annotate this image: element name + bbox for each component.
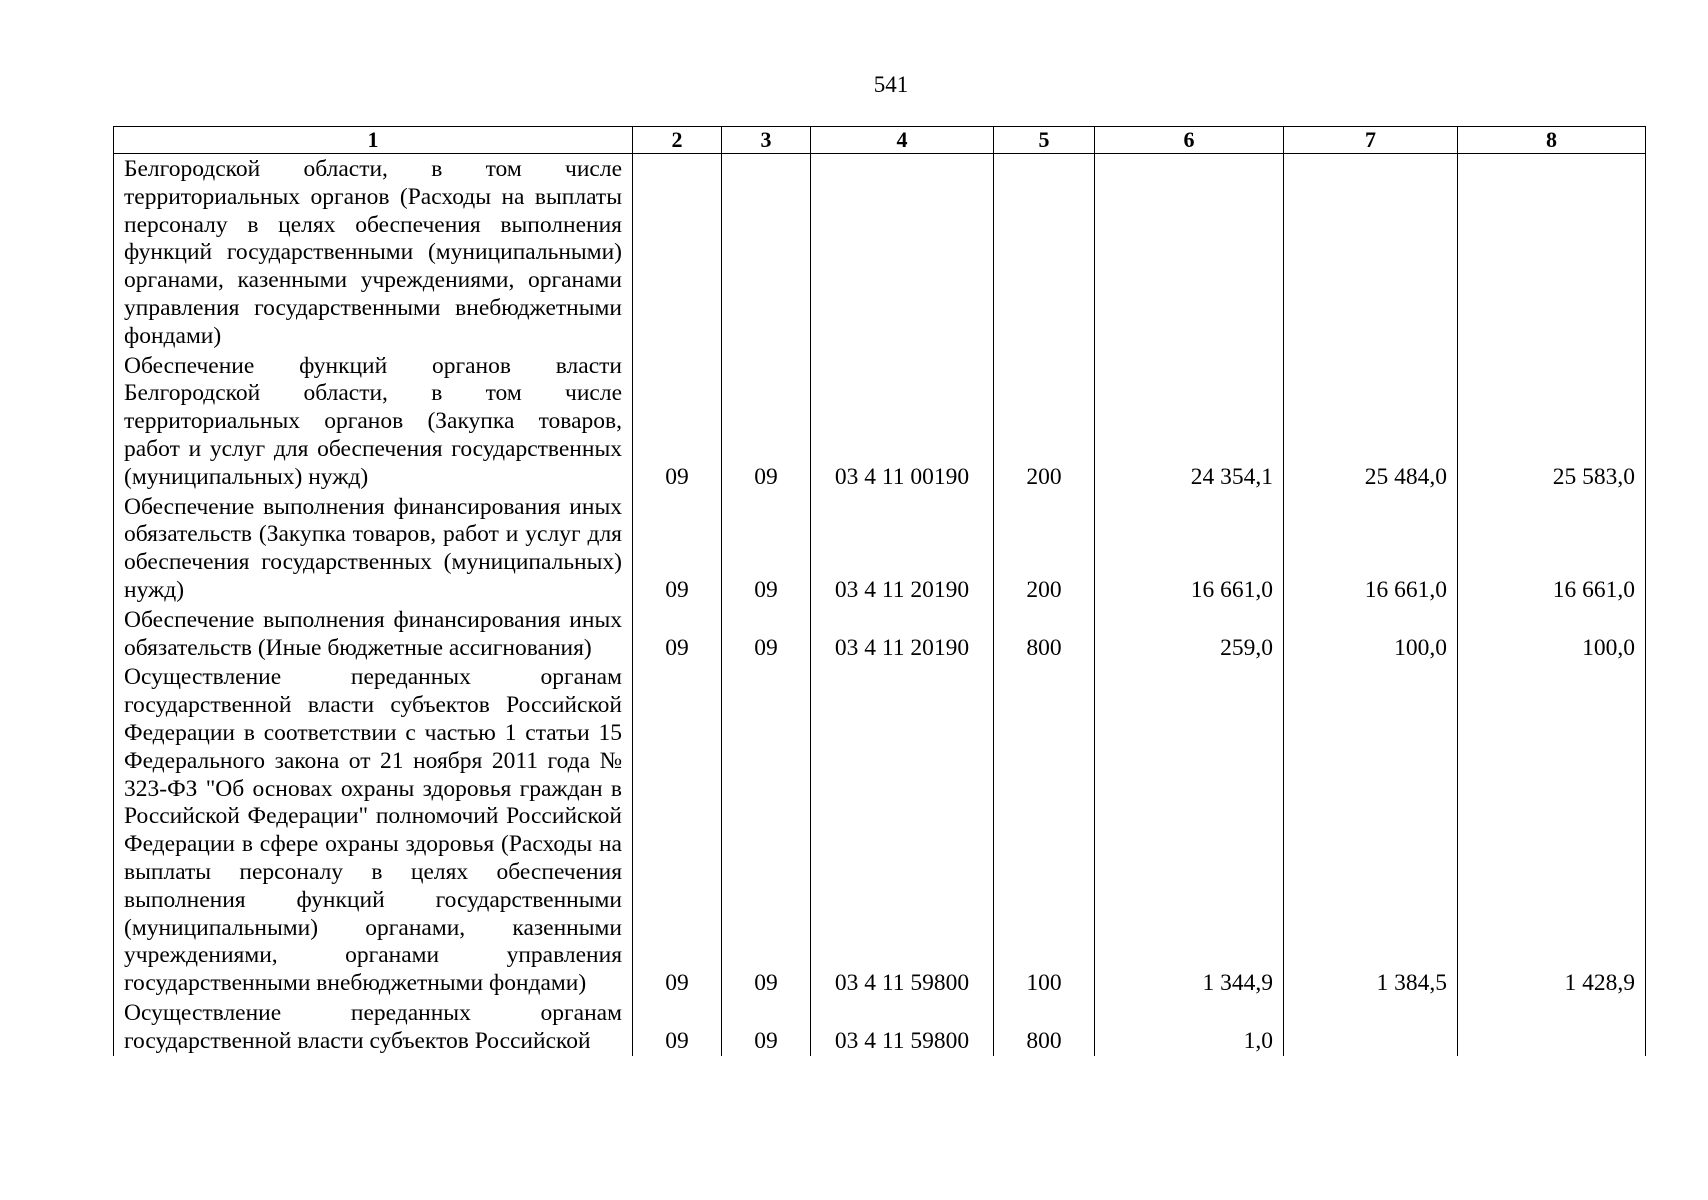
column-header-7: 7 <box>1284 127 1458 154</box>
cell-expense-type: 200 <box>994 492 1095 605</box>
cell-amount-6: 1,0 <box>1095 998 1284 1056</box>
cell-expense-type: 100 <box>994 662 1095 998</box>
column-header-6: 6 <box>1095 127 1284 154</box>
header-row <box>114 127 1646 154</box>
cell-amount-7: 1 384,5 <box>1284 662 1458 998</box>
cell-amount-7: 25 484,0 <box>1284 351 1458 492</box>
table-row <box>114 662 1646 998</box>
cell-target-article: 03 4 11 20190 <box>811 492 994 605</box>
row-description: Обеспечение выполнения финансирования иных обязательств (Закупка товаров, работ и услуг для обеспечения государственных (муниципальных) нужд) <box>114 492 633 605</box>
table-row <box>114 605 1646 663</box>
table-row <box>114 154 1646 351</box>
cell-amount-7 <box>1284 998 1458 1056</box>
column-header-2: 2 <box>633 127 722 154</box>
row-description: Осуществление переданных органам государственной власти субъектов Российской <box>114 998 633 1056</box>
table-row <box>114 998 1646 1056</box>
cell-amount-6: 16 661,0 <box>1095 492 1284 605</box>
column-header-3: 3 <box>722 127 811 154</box>
cell-subsection: 09 <box>722 605 811 663</box>
cell-amount-8 <box>1458 998 1646 1056</box>
page-number: 541 <box>873 72 909 97</box>
table-row <box>114 351 1646 492</box>
cell-section: 09 <box>633 492 722 605</box>
cell-section: 09 <box>633 605 722 663</box>
cell-expense-type: 200 <box>994 351 1095 492</box>
cell-expense-type: 800 <box>994 605 1095 663</box>
column-header-1: 1 <box>114 127 633 154</box>
cell-subsection: 09 <box>722 998 811 1056</box>
row-description: Осуществление переданных органам государственной власти субъектов Российской Федерации в соответствии с частью 1 статьи 15 Федерального закона от 21 ноября 2011 года № 323-ФЗ "Об основах охраны здоровья граждан в Российской Федерации" полномочий Российской Федерации в сфере охраны здоровья (Расходы на выплаты персоналу в целях обеспечения выполнения функций государственными (муниципальными) органами, казенными учреждениями, органами управления государственными внебюджетными фондами) <box>114 662 633 998</box>
table-row <box>114 492 1646 605</box>
cell-target-article: 03 4 11 59800 <box>811 998 994 1056</box>
cell-amount-6: 24 354,1 <box>1095 351 1284 492</box>
cell-section <box>633 154 722 351</box>
row-description: Белгородской области, в том числе территориальных органов (Расходы на выплаты персоналу в целях обеспечения выполнения функций государственными (муниципальными) органами, казенными учреждениями, органами управления государственными внебюджетными фондами) <box>114 154 633 351</box>
column-header-8: 8 <box>1458 127 1646 154</box>
cell-amount-8: 16 661,0 <box>1458 492 1646 605</box>
cell-target-article: 03 4 11 20190 <box>811 605 994 663</box>
row-description: Обеспечение выполнения финансирования иных обязательств (Иные бюджетные ассигнования) <box>114 605 633 663</box>
cell-amount-7: 16 661,0 <box>1284 492 1458 605</box>
cell-amount-6: 259,0 <box>1095 605 1284 663</box>
cell-target-article: 03 4 11 59800 <box>811 662 994 998</box>
cell-subsection <box>722 154 811 351</box>
cell-amount-7: 100,0 <box>1284 605 1458 663</box>
column-header-4: 4 <box>811 127 994 154</box>
cell-section: 09 <box>633 351 722 492</box>
cell-target-article: 03 4 11 00190 <box>811 351 994 492</box>
cell-section: 09 <box>633 998 722 1056</box>
cell-amount-8: 25 583,0 <box>1458 351 1646 492</box>
cell-amount-8 <box>1458 154 1646 351</box>
row-description: Обеспечение функций органов власти Белгородской области, в том числе территориальных органов (Закупка товаров, работ и услуг для обеспечения государственных (муниципальных) нужд) <box>114 351 633 492</box>
cell-subsection: 09 <box>722 662 811 998</box>
cell-amount-6: 1 344,9 <box>1095 662 1284 998</box>
cell-subsection: 09 <box>722 351 811 492</box>
column-header-5: 5 <box>994 127 1095 154</box>
cell-section: 09 <box>633 662 722 998</box>
cell-subsection: 09 <box>722 492 811 605</box>
budget-table <box>113 126 1646 1056</box>
cell-amount-7 <box>1284 154 1458 351</box>
cell-amount-8: 100,0 <box>1458 605 1646 663</box>
cell-expense-type: 800 <box>994 998 1095 1056</box>
cell-expense-type <box>994 154 1095 351</box>
cell-target-article <box>811 154 994 351</box>
cell-amount-8: 1 428,9 <box>1458 662 1646 998</box>
cell-amount-6 <box>1095 154 1284 351</box>
